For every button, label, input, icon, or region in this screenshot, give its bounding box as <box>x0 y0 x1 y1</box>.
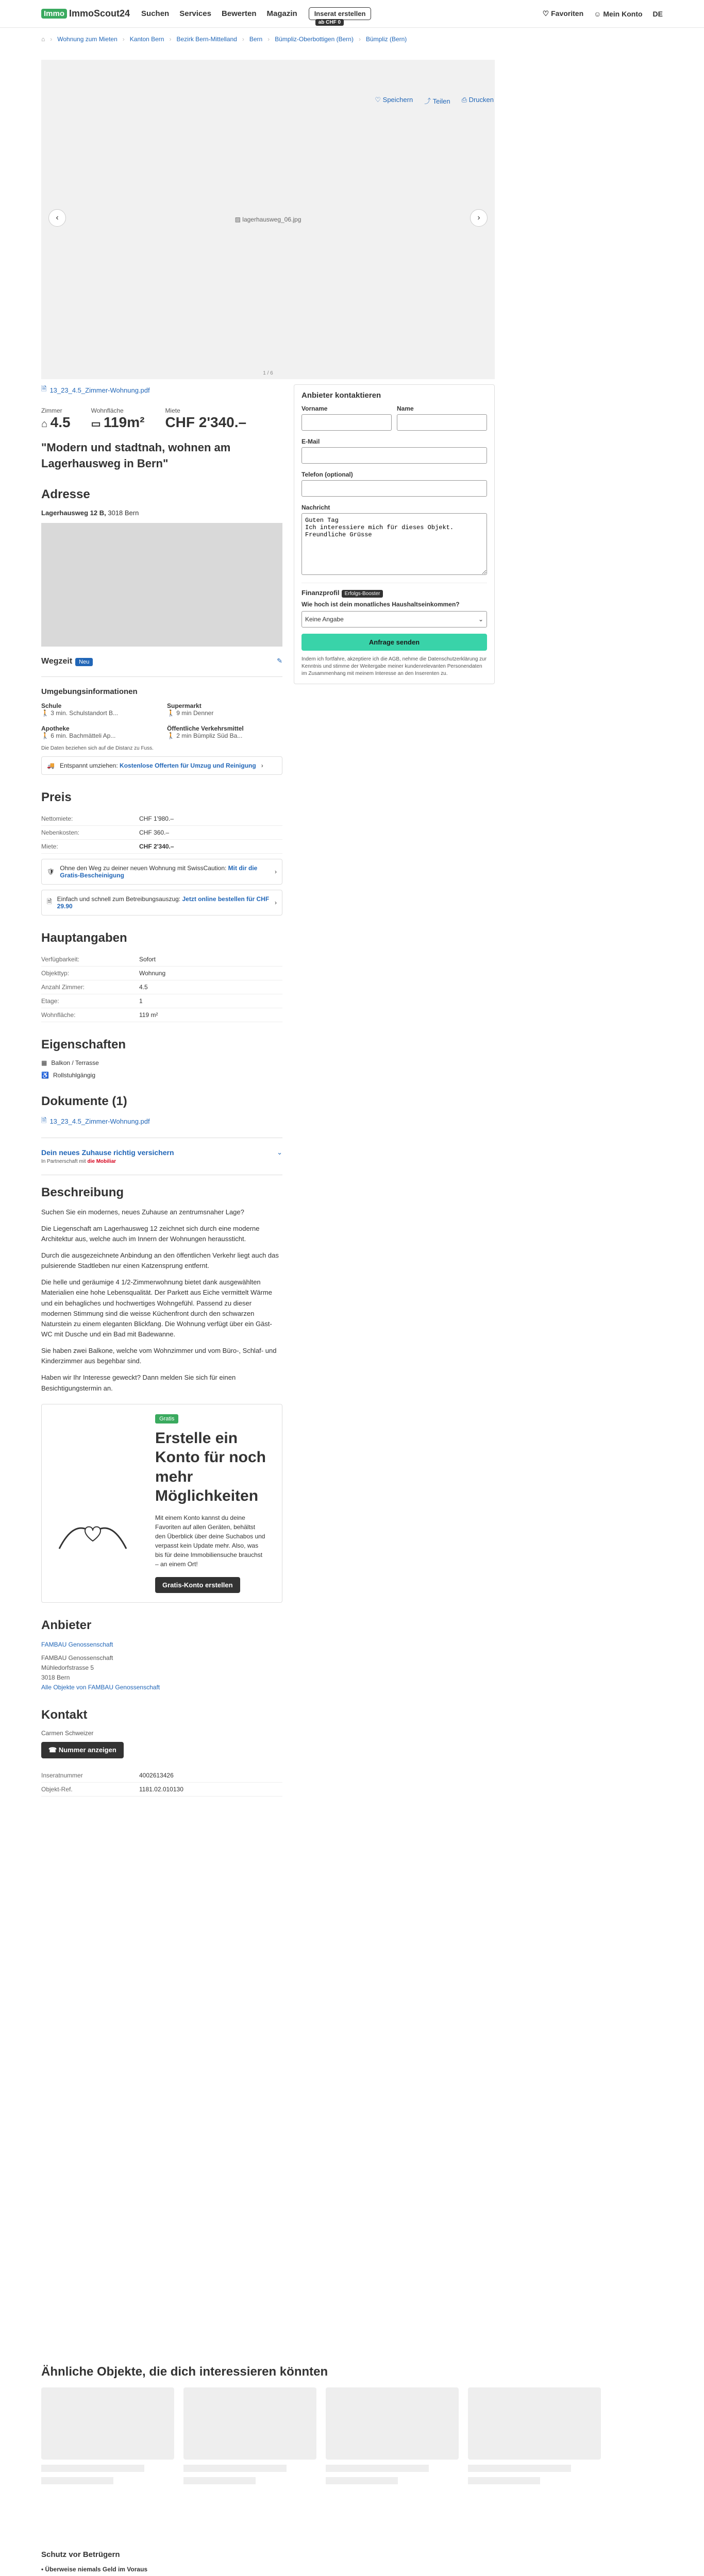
rooms-fact <box>41 407 71 431</box>
section-heading: Ähnliche Objekte, die dich interessieren könnten <box>41 2365 328 2379</box>
nav-item[interactable]: Bewerten <box>221 9 257 18</box>
card-line <box>183 2477 256 2484</box>
provider-street: Mühledorfstrasse 5 <box>41 1664 94 1671</box>
debt-extract-box[interactable] <box>41 890 282 916</box>
nav-item[interactable]: Services <box>179 9 211 18</box>
rooms-value <box>41 414 71 431</box>
commute-row <box>41 657 282 666</box>
description-paragraph: Die Liegenschaft am Lagerhausweg 12 zeichnet sich durch eine moderne Architektur aus, welche auch im Innern der Wohnungen heraussticht. <box>41 1224 260 1243</box>
contact-section <box>41 1708 282 1797</box>
box-lead: Ohne den Weg zu deiner neuen Wohnung mit SwissCaution: <box>60 864 227 872</box>
submit-button[interactable]: Anfrage senden <box>301 634 487 651</box>
row-value: 1181.02.010130 <box>139 1783 282 1797</box>
create-account-button[interactable]: Gratis-Konto erstellen <box>155 1577 240 1593</box>
separator: › <box>169 36 172 43</box>
row-value: Wohnung <box>139 966 282 980</box>
surroundings-note: Die Daten beziehen sich auf die Distanz zu Fuss. <box>41 745 154 751</box>
breadcrumb-item[interactable]: Bümpliz (Bern) <box>365 36 407 43</box>
walk-icon: 🚶 <box>167 709 175 717</box>
similar-card[interactable] <box>183 2387 316 2484</box>
map[interactable] <box>41 523 282 647</box>
surrounding-item <box>167 701 282 717</box>
box-link: Kostenlose Offerten für Umzug und Reinigung <box>120 761 256 769</box>
row-label: Inseratnummer <box>41 1769 139 1783</box>
section-heading: Adresse <box>41 487 90 501</box>
box-link: Jetzt online bestellen für CHF 29.90 <box>57 895 270 910</box>
prev-image-button[interactable] <box>48 209 66 227</box>
new-badge: Neu <box>75 658 93 666</box>
area-value <box>91 414 145 431</box>
form-legal: Indem ich fortfahre, akzeptiere ich die AGB, nehme die Datenschutzerklärung zur Kenntnis und stimme der Weitergabe meiner kundenrelevanten Personendaten im Zusammenhang mit meinem Interesse an den Inserenten zu. <box>301 656 487 676</box>
divider <box>41 676 282 677</box>
row-value: 4.5 <box>139 980 282 994</box>
card-line <box>183 2465 287 2472</box>
similar-cards <box>41 2387 663 2484</box>
item-value <box>167 732 282 739</box>
city: 3018 Bern <box>108 509 139 517</box>
hands-heart-illustration <box>54 1507 131 1559</box>
item-value-text: 3 min. Schulstandort B... <box>51 709 119 717</box>
info-table <box>41 953 282 1022</box>
section-heading: Schutz vor Betrügern <box>41 2550 120 2559</box>
table-row <box>41 953 282 967</box>
save-label: Speichern <box>382 96 413 104</box>
income-value: Keine Angabe <box>305 616 344 623</box>
main-info-section <box>41 931 282 1022</box>
deposit-box[interactable] <box>41 859 282 885</box>
item-name: Apotheke <box>41 724 70 732</box>
rooms-label: Zimmer <box>41 407 62 414</box>
table-row <box>41 980 282 994</box>
print-button[interactable] <box>462 96 494 106</box>
booster-badge: Erfolgs-Booster <box>342 590 383 598</box>
listing-image[interactable] <box>41 60 495 379</box>
favorites-label: Favoriten <box>551 9 584 18</box>
wheelchair-icon: ♿ <box>41 1071 49 1079</box>
documents-section <box>41 1094 282 1127</box>
card-line <box>326 2465 429 2472</box>
section-heading: Preis <box>41 790 72 804</box>
field-label: Telefon (optional) <box>301 471 353 478</box>
row-value: CHF 360.– <box>139 825 282 839</box>
move-offer-box[interactable] <box>41 756 282 775</box>
insurance-title: Dein neues Zuhause richtig versichern <box>41 1148 174 1157</box>
finance-header <box>301 588 487 597</box>
image-gallery-frame <box>41 60 495 379</box>
insurance-text <box>41 1148 174 1164</box>
item-value-text: 9 min Denner <box>176 709 214 717</box>
first-name-field <box>301 405 392 431</box>
phone-icon: ☎ <box>48 1746 59 1754</box>
section-heading: Hauptangaben <box>41 930 127 945</box>
table-row <box>41 1769 282 1783</box>
nav-item[interactable]: Suchen <box>141 9 170 18</box>
rooms-number: 4.5 <box>50 414 71 430</box>
field-label: Vorname <box>301 405 328 412</box>
separator: › <box>242 36 244 43</box>
cta-label: Inserat erstellen <box>314 10 366 18</box>
breadcrumb-item[interactable]: Kanton Bern <box>129 36 164 43</box>
insurance-accordion[interactable] <box>41 1148 282 1164</box>
item-value <box>41 732 157 739</box>
print-icon: ⎙ <box>461 96 469 104</box>
price-section <box>41 790 282 916</box>
description-paragraph: Durch die ausgezeichnete Anbindung an den öffentlichen Verkehr liegt auch das pulsierende Stadtleben nur einen Katzensprung entfernt. <box>41 1251 279 1270</box>
provider-logo[interactable]: FAMBAU Genossenschaft <box>41 1640 113 1648</box>
account-promo <box>41 1404 282 1603</box>
surrounding-item <box>41 724 157 739</box>
street: Lagerhausweg 12 B, <box>41 509 106 517</box>
separator: › <box>50 36 53 43</box>
logo[interactable] <box>41 8 130 19</box>
main-content <box>41 384 282 1797</box>
box-text <box>57 895 270 910</box>
address-section <box>41 487 282 666</box>
provider-section <box>41 1618 282 1693</box>
nav-item[interactable]: Magazin <box>266 9 297 18</box>
row-label: Wohnfläche: <box>41 1008 139 1022</box>
card-line <box>41 2477 113 2484</box>
description-section <box>41 1185 282 1394</box>
card-line <box>468 2477 540 2484</box>
show-number-button[interactable] <box>41 1742 124 1758</box>
surrounding-item <box>167 724 282 739</box>
promo-text: Mit einem Konto kannst du deine Favoriten auf allen Geräten, behältst den Überblick über deine Suchabos und verpasst kein Update mehr. Also, was bis für deine Immobiliensuche brauchst – an einem Ort! <box>155 1514 265 1568</box>
card-line <box>41 2465 144 2472</box>
table-row <box>41 812 282 826</box>
partner-logo: die Mobiliar <box>87 1158 116 1164</box>
item-name: Supermarkt <box>167 702 202 709</box>
walk-icon: 🚶 <box>41 732 49 739</box>
section-heading: Dokumente (1) <box>41 1094 127 1108</box>
row-label: Verfügbarkeit: <box>41 953 139 967</box>
box-text <box>60 865 270 879</box>
similar-section <box>41 2365 663 2484</box>
last-name-input[interactable] <box>397 414 487 431</box>
surroundings-grid <box>41 701 282 739</box>
field-label: Name <box>397 405 414 412</box>
pdf-label: 13_23_4.5_Zimmer-Wohnung.pdf <box>49 386 150 394</box>
chevron-down-icon: ⌄ <box>277 1148 282 1156</box>
show-number-label: Nummer anzeigen <box>58 1746 116 1754</box>
row-label: Miete: <box>41 839 139 853</box>
home-icon[interactable]: ⌂ <box>41 36 45 43</box>
image-counter: 1 / 6 <box>263 370 273 376</box>
card-line <box>326 2477 398 2484</box>
table-row <box>41 1008 282 1022</box>
truck-icon: 🚚 <box>47 761 55 769</box>
cta-price-pill: ab CHF 0 <box>315 19 344 26</box>
description-paragraph: Suchen Sie ein modernes, neues Zuhause an zentrumsnaher Lage? <box>41 1208 244 1216</box>
logo-mark: Immo <box>41 9 67 19</box>
card-image <box>41 2387 174 2460</box>
feature-item <box>41 1059 282 1066</box>
image-alt: lagerhausweg_06.jpg <box>242 216 301 223</box>
pencil-icon[interactable]: ✎ <box>277 656 282 665</box>
income-select[interactable] <box>301 611 487 628</box>
surroundings-section <box>41 687 282 751</box>
feature-item <box>41 1072 282 1079</box>
item-name: Öffentliche Verkehrsmittel <box>167 724 244 732</box>
first-name-input[interactable] <box>301 414 392 431</box>
logo-text: ImmoScout24 <box>69 8 130 19</box>
section-heading: Eigenschaften <box>41 1037 126 1052</box>
listing-title: "Modern und stadtnah, wohnen am Lagerhausweg in Bern" <box>41 441 231 470</box>
chevron-left-icon: ‹ <box>56 213 59 222</box>
insurance-sub <box>41 1159 174 1164</box>
header-right <box>543 9 663 18</box>
share-icon: ⤴ <box>424 97 433 105</box>
contact-form <box>294 384 495 684</box>
listing-actions <box>375 96 494 106</box>
breadcrumb-item[interactable]: Bezirk Bern-Mittelland <box>176 36 237 43</box>
row-value: CHF 1'980.– <box>139 812 282 826</box>
document-label: 13_23_4.5_Zimmer-Wohnung.pdf <box>49 1117 150 1126</box>
box-text <box>60 762 256 769</box>
account-link[interactable] <box>594 10 642 18</box>
section-heading: Umgebungsinformationen <box>41 687 138 696</box>
item-value <box>41 709 157 717</box>
name-row <box>301 405 487 431</box>
row-label: Nebenkosten: <box>41 825 139 839</box>
field-label: E-Mail <box>301 438 320 445</box>
item-name: Schule <box>41 702 62 709</box>
chevron-right-icon: › <box>275 868 277 875</box>
heart-icon: ♡ <box>542 9 551 18</box>
similar-card[interactable] <box>468 2387 601 2484</box>
item-value <box>167 709 282 717</box>
home-icon: ⌂ <box>41 418 51 430</box>
description-paragraph: Haben wir Ihr Interesse geweckt? Dann melden Sie sich für einen Besichtigungstermin an. <box>41 1374 236 1392</box>
document-icon: 🗎 <box>47 898 52 906</box>
broken-image-icon: ▨ <box>234 216 243 223</box>
box-link: Mit dir die Gratis-Bescheinigung <box>60 864 258 879</box>
key-facts <box>41 407 282 431</box>
separator: › <box>267 36 270 43</box>
row-value: 119 m² <box>139 1008 282 1022</box>
card-image <box>326 2387 459 2460</box>
fraud-item: • Überweise niemals Geld im Voraus <box>41 2566 148 2573</box>
main-nav <box>141 9 297 18</box>
table-row <box>41 994 282 1008</box>
chevron-right-icon: › <box>261 761 263 769</box>
box-lead: Einfach und schnell zum Betreibungsauszug: <box>57 895 181 903</box>
heart-icon: ♡ <box>375 96 383 104</box>
area-fact <box>91 407 145 431</box>
promo-cta-wrap <box>155 1577 266 1593</box>
fraud-text: Überweise niemals Geld im Voraus <box>45 2566 148 2573</box>
last-name-field <box>397 405 487 431</box>
balcony-icon: ▦ <box>41 1059 47 1066</box>
row-label: Etage: <box>41 994 139 1008</box>
table-row <box>41 1783 282 1797</box>
price-table <box>41 812 282 854</box>
document-link[interactable] <box>41 1116 282 1127</box>
email-field <box>301 438 487 464</box>
breadcrumb-item[interactable]: Bern <box>249 36 263 43</box>
walk-icon: 🚶 <box>41 709 49 717</box>
box-lead: Entspannt umziehen: <box>59 761 118 769</box>
walk-icon: 🚶 <box>167 732 175 739</box>
feature-label: Balkon / Terrasse <box>51 1059 99 1066</box>
listing-ids <box>41 1769 282 1797</box>
breadcrumb-item[interactable]: Wohnung zum Mieten <box>57 36 118 43</box>
provider-address <box>41 1653 282 1693</box>
create-listing-button[interactable] <box>309 7 372 25</box>
row-label: Objekttyp: <box>41 966 139 980</box>
card-line <box>468 2465 571 2472</box>
file-icon: 🗎 <box>41 1116 47 1124</box>
table-row <box>41 839 282 853</box>
similar-card[interactable] <box>326 2387 459 2484</box>
area-number: 119m² <box>104 414 145 430</box>
account-label: Mein Konto <box>603 9 643 18</box>
row-value: 4002613426 <box>139 1769 282 1783</box>
surrounding-item <box>41 701 157 717</box>
rent-label: Miete <box>165 407 180 414</box>
description-paragraph: Sie haben zwei Balkone, welche vom Wohnzimmer und vom Büro-, Schlaf- und Kinderzimmer aus begehbar sind. <box>41 1347 277 1365</box>
item-value-text: 2 min Bümpliz Süd Ba... <box>176 732 243 739</box>
language-switch[interactable]: DE <box>652 9 663 18</box>
chevron-right-icon: › <box>275 899 277 906</box>
top-header <box>0 0 704 28</box>
partner-lead: In Partnerschaft mit <box>41 1158 86 1164</box>
address-text <box>41 509 282 517</box>
contact-person: Carmen Schweizer <box>41 1730 94 1737</box>
separator: › <box>122 36 125 43</box>
table-row <box>41 825 282 839</box>
similar-card[interactable] <box>41 2387 174 2484</box>
section-heading: Anbieter <box>41 1618 92 1632</box>
features-section <box>41 1038 282 1079</box>
share-label: Teilen <box>432 97 450 105</box>
finance-label: Finanzprofil <box>301 589 340 597</box>
fraud-list <box>41 2564 402 2576</box>
pdf-link[interactable] <box>41 384 282 396</box>
item-value-text: 6 min. Bachmätteli Ap... <box>51 732 116 739</box>
row-label: Objekt-Ref. <box>41 1783 139 1797</box>
fraud-section <box>41 2550 402 2576</box>
provider-listings-link[interactable]: Alle Objekte von FAMBAU Genossenschaft <box>41 1684 160 1691</box>
message-field <box>301 504 487 577</box>
provider-name: FAMBAU Genossenschaft <box>41 1654 113 1662</box>
print-label: Drucken <box>468 96 494 104</box>
breadcrumb <box>0 28 704 50</box>
section-heading: Kontakt <box>41 1708 88 1722</box>
rent-value: CHF 2'340.– <box>165 414 247 430</box>
chevron-down-icon: ⌄ <box>478 616 483 623</box>
breadcrumb-item[interactable]: Bümpliz-Oberbottigen (Bern) <box>275 36 354 43</box>
favorites-link[interactable] <box>543 9 583 18</box>
user-icon: ☺ <box>594 9 604 18</box>
description-paragraph: Die helle und geräumige 4 1/2-Zimmerwohnung bietet dank ausgewählten Materialien eine hohe Lebensqualität. Der Parkett aus Eiche vermittelt Wärme und ein behagliches und hochwertiges Wohngefühl. Passend zu dieser modernen Stimmung sind die weisse Küchenfront durch den schwarzen Naturstein zu einem eleganten Blickfang. Die Wohnung verfügt über ein Gäst-WC mit Dusche und ein Bad mit Badewanne. <box>41 1278 272 1338</box>
shield-icon: 🛡 <box>47 868 55 875</box>
rent-fact <box>165 407 246 431</box>
provider-city: 3018 Bern <box>41 1674 70 1682</box>
row-label: Anzahl Zimmer: <box>41 980 139 994</box>
row-value: Sofort <box>139 953 282 967</box>
show-number-wrap <box>41 1742 282 1758</box>
field-label: Nachricht <box>301 504 330 511</box>
phone-field <box>301 471 487 497</box>
chevron-right-icon: › <box>477 213 480 222</box>
row-value: CHF 2'340.– <box>139 839 282 853</box>
separator: › <box>358 36 361 43</box>
promo-title: Erstelle ein Konto für noch mehr Möglichkeiten <box>155 1429 266 1505</box>
next-image-button[interactable] <box>470 209 488 227</box>
finance-profile <box>301 583 487 628</box>
row-value: 1 <box>139 994 282 1008</box>
form-heading: Anbieter kontaktieren <box>301 391 381 400</box>
income-question: Wie hoch ist dein monatliches Haushaltseinkommen? <box>301 601 460 608</box>
section-heading: Beschreibung <box>41 1185 124 1199</box>
table-row <box>41 966 282 980</box>
card-image <box>468 2387 601 2460</box>
file-icon: 🗎 <box>41 385 47 393</box>
area-label: Wohnfläche <box>91 407 124 414</box>
commute-label: Wegzeit <box>41 656 73 666</box>
email-input[interactable] <box>301 447 487 464</box>
row-label: Nettomiete: <box>41 812 139 826</box>
save-button[interactable] <box>375 96 413 106</box>
commute-label-row <box>41 657 93 666</box>
feature-label: Rollstuhlgängig <box>53 1071 96 1079</box>
free-badge: Gratis <box>155 1414 178 1423</box>
area-icon: ▭ <box>91 418 104 430</box>
share-button[interactable] <box>424 96 450 106</box>
card-image <box>183 2387 316 2460</box>
phone-input[interactable] <box>301 480 487 497</box>
message-textarea[interactable] <box>301 513 487 575</box>
